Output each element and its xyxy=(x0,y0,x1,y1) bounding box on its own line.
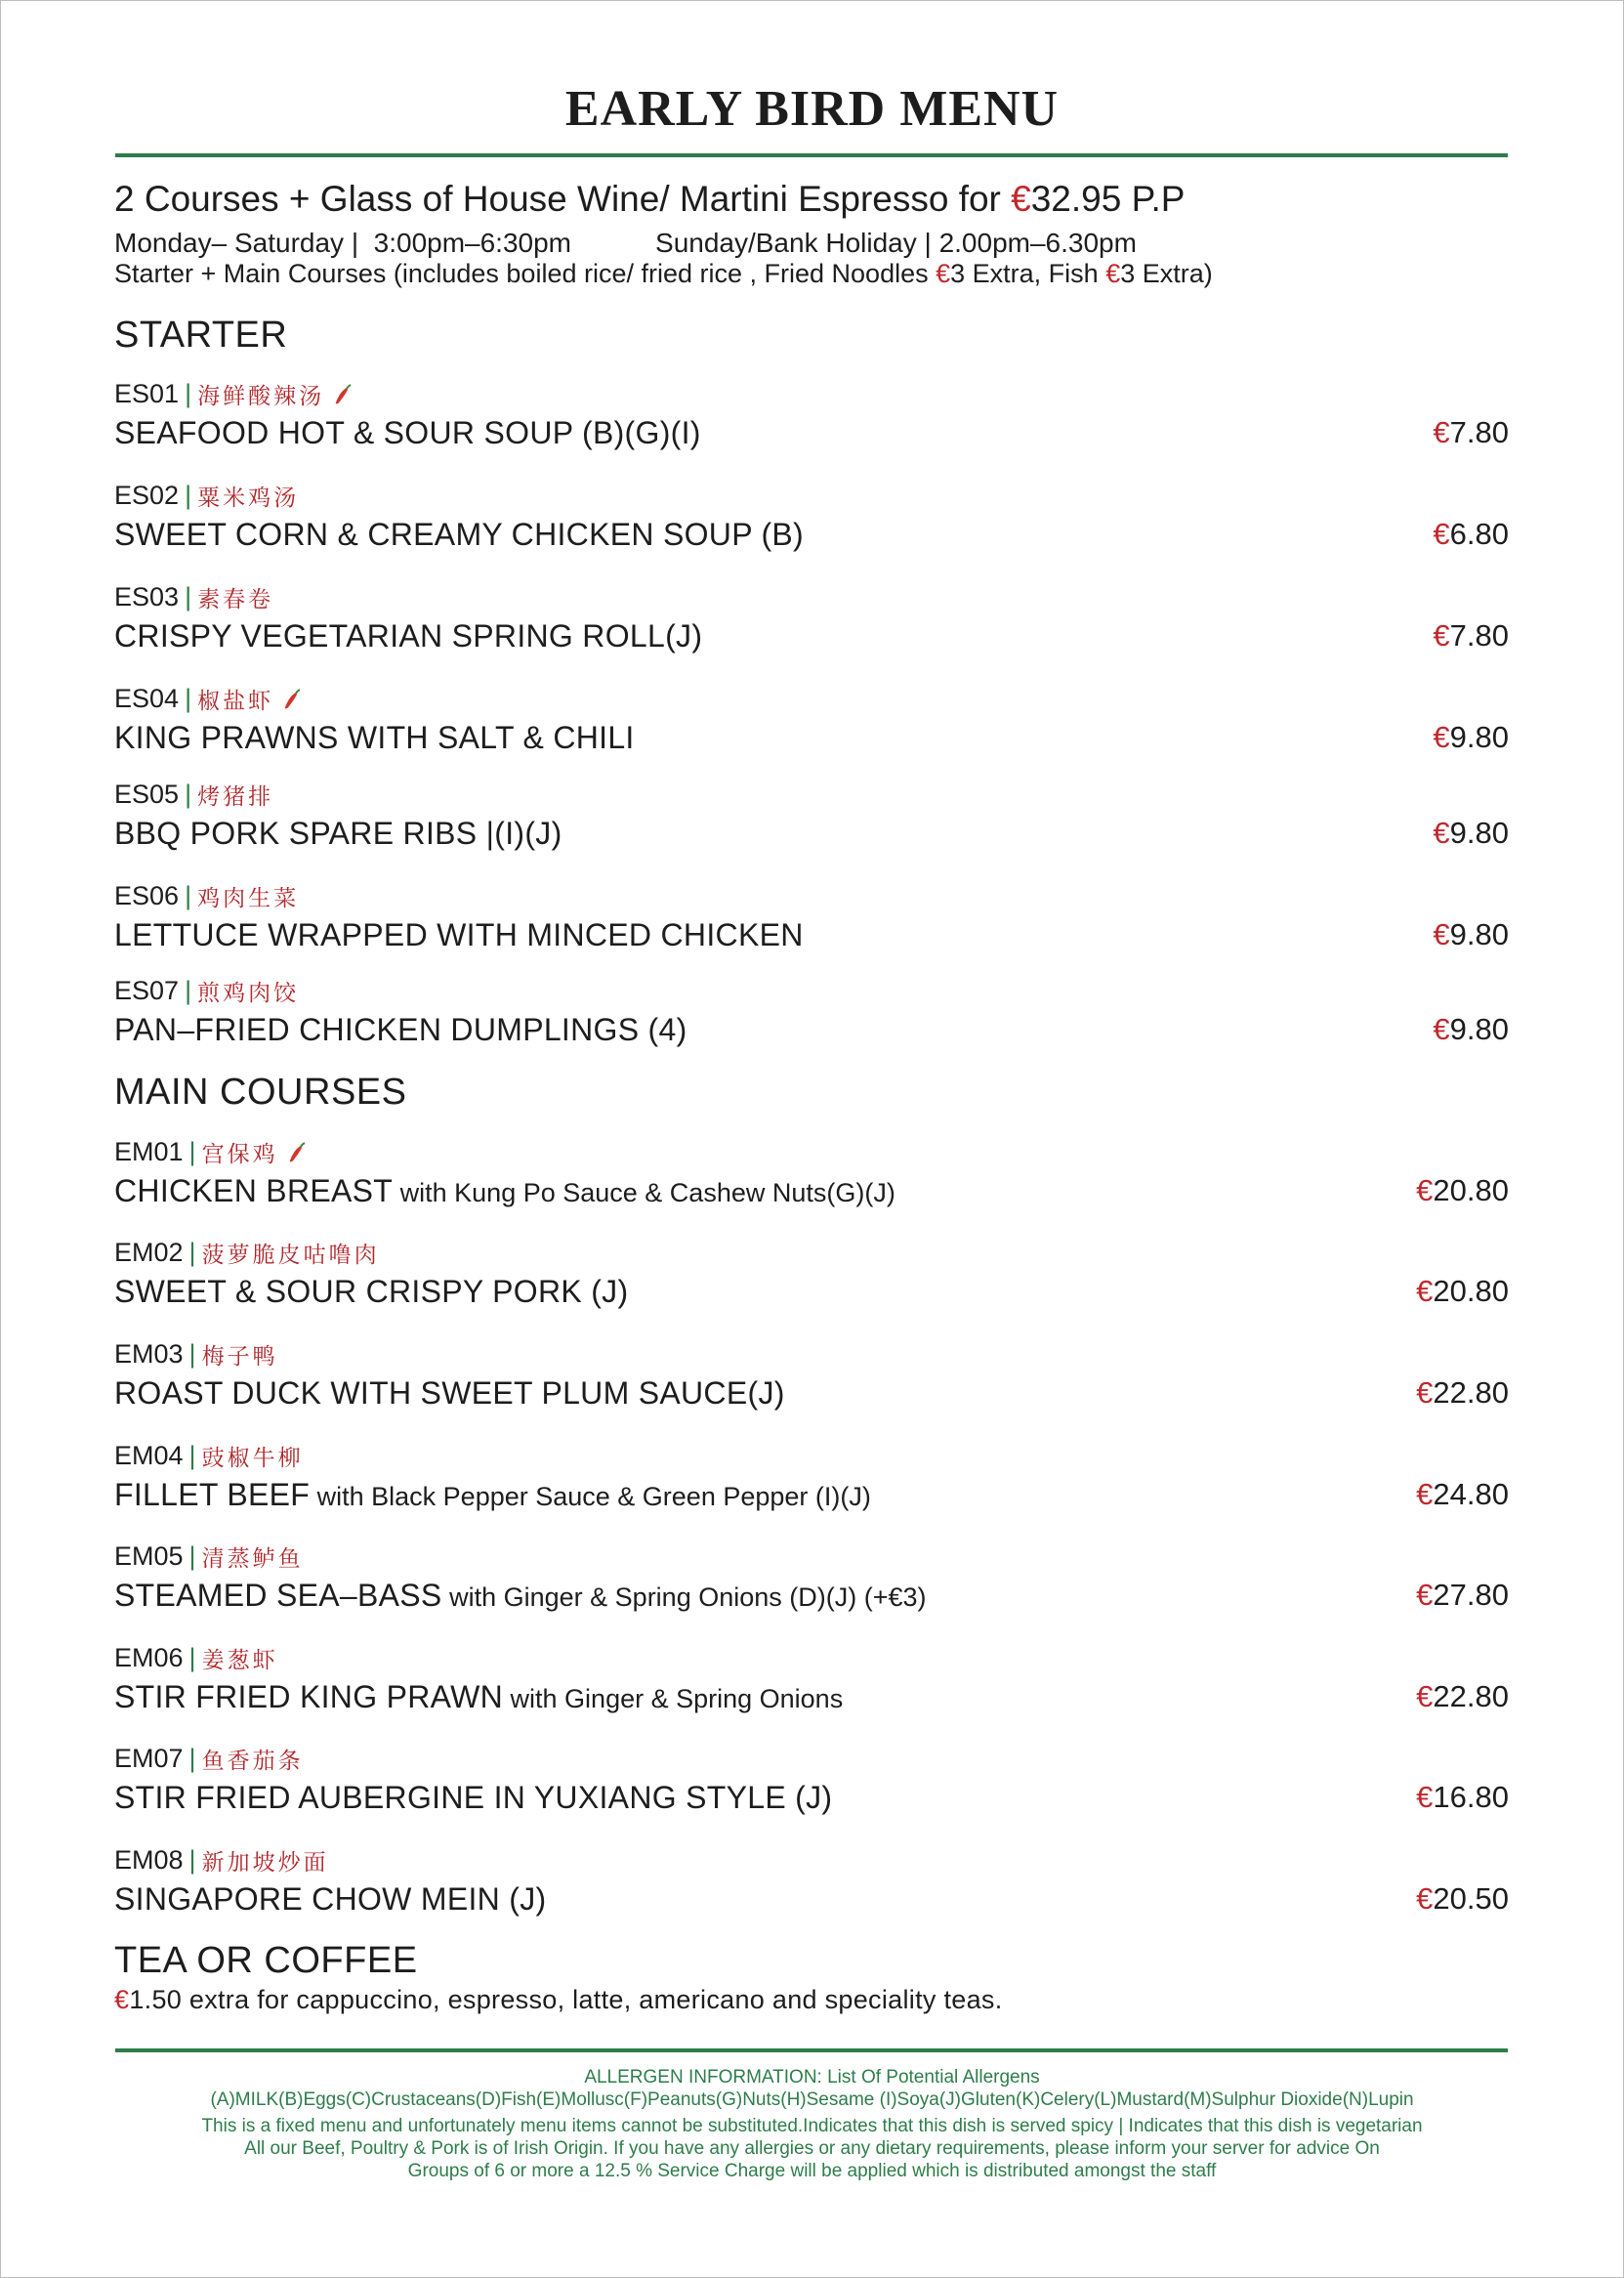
code-separator: | xyxy=(185,379,192,408)
top-divider xyxy=(115,153,1508,157)
dish-price xyxy=(1433,517,1509,552)
price-currency: € xyxy=(1416,1173,1434,1207)
price-currency: € xyxy=(1433,917,1450,951)
dish-code: ES06 xyxy=(114,881,180,910)
dish-code-line xyxy=(114,480,299,512)
dish-chinese-name: 烤猪排 xyxy=(197,784,274,810)
dish-chinese-name: 豉椒牛柳 xyxy=(201,1446,304,1471)
dish-name-line xyxy=(114,1679,843,1715)
dish-price xyxy=(1433,720,1509,755)
price-currency: € xyxy=(1416,1274,1434,1308)
section-starter: STARTER xyxy=(114,315,288,356)
price-currency: € xyxy=(1433,720,1450,754)
code-separator: | xyxy=(188,1643,196,1672)
dish-price xyxy=(1433,1012,1509,1047)
dish-name: SEAFOOD HOT & SOUR SOUP (B)(G)(I) xyxy=(114,415,701,450)
dish-code: EM03 xyxy=(114,1339,184,1369)
dish-name: ROAST DUCK WITH SWEET PLUM SAUCE(J) xyxy=(114,1375,785,1411)
dish-code-line xyxy=(114,779,273,811)
code-separator: | xyxy=(188,1541,196,1571)
dish-chinese-name: 新加坡炒面 xyxy=(201,1850,329,1876)
dish-chinese-name: 鸡肉生菜 xyxy=(197,886,300,911)
dish-name: CRISPY VEGETARIAN SPRING ROLL(J) xyxy=(114,618,703,654)
menu-title: EARLY BIRD MENU xyxy=(564,81,1060,137)
price-amount: 7.80 xyxy=(1449,415,1509,449)
promo-text: 2 Courses + Glass of House Wine/ Martini Espresso for xyxy=(114,179,1012,219)
price-currency: € xyxy=(1433,1012,1450,1046)
dish-code-line xyxy=(114,1844,329,1877)
dish-code: EM06 xyxy=(114,1643,184,1672)
dish-name: KING PRAWNS WITH SALT & CHILI xyxy=(114,720,635,755)
price-currency: € xyxy=(1433,618,1450,653)
dish-description: with Ginger & Spring Onions (D)(J) (+€3) xyxy=(441,1582,927,1612)
dish-description: with Kung Po Sauce & Cashew Nuts(G)(J) xyxy=(393,1178,895,1207)
dish-chinese-name: 梅子鸭 xyxy=(201,1344,278,1370)
dish-price xyxy=(1416,1173,1509,1208)
dish-chinese-name: 清蒸鲈鱼 xyxy=(201,1546,304,1572)
price-amount: 6.80 xyxy=(1449,517,1509,551)
dish-chinese-name: 素春卷 xyxy=(197,587,274,612)
promo-currency: € xyxy=(1011,179,1031,219)
dish-name: LETTUCE WRAPPED WITH MINCED CHICKEN xyxy=(114,917,804,952)
dish-code-line xyxy=(114,1237,380,1269)
opening-hours xyxy=(114,228,1137,259)
dish-code-line xyxy=(114,1440,304,1472)
dish-chinese-name: 鱼香茄条 xyxy=(201,1749,304,1774)
dish-name-line xyxy=(114,1780,832,1816)
code-separator: | xyxy=(185,684,192,713)
allergen-note-2: All our Beef, Poultry & Pork is of Irish Origin. If you have any allergies or any dietary requirements, please inform your server for advice On xyxy=(244,2138,1380,2159)
price-amount: 9.80 xyxy=(1449,1012,1509,1046)
dish-chinese-name: 粟米鸡汤 xyxy=(197,485,300,511)
dish-name-line xyxy=(114,917,804,953)
code-separator: | xyxy=(185,976,192,1005)
dish-code: ES07 xyxy=(114,976,180,1005)
dish-name-line xyxy=(114,1375,785,1412)
price-currency: € xyxy=(1433,415,1450,449)
price-currency: € xyxy=(1416,1375,1434,1410)
dish-name-line xyxy=(114,618,702,654)
code-separator: | xyxy=(188,1238,196,1267)
tea-text: 1.50 extra for cappuccino, espresso, latte, americano and speciality teas. xyxy=(129,1985,1003,2014)
dish-name: STIR FRIED AUBERGINE IN YUXIANG STYLE (J) xyxy=(114,1780,833,1815)
price-currency: € xyxy=(1433,517,1450,551)
note-part2: 3 Extra, Fish xyxy=(950,259,1106,288)
dish-name-line xyxy=(114,1578,927,1614)
dish-chinese-name: 椒盐虾 xyxy=(197,689,274,714)
price-amount: 9.80 xyxy=(1449,816,1509,850)
dish-code: EM05 xyxy=(114,1541,184,1571)
note-currency-2: € xyxy=(1105,259,1121,288)
dish-name: BBQ PORK SPARE RIBS |(I)(J) xyxy=(114,816,562,851)
code-separator: | xyxy=(188,1744,196,1773)
dish-name-line xyxy=(114,1012,687,1048)
price-currency: € xyxy=(1416,1679,1434,1713)
price-amount: 24.80 xyxy=(1433,1477,1509,1511)
dish-chinese-name: 姜葱虾 xyxy=(201,1648,278,1673)
price-amount: 16.80 xyxy=(1433,1780,1509,1814)
sunday-hours: Sunday/Bank Holiday | 2.00pm–6.30pm xyxy=(655,228,1137,258)
code-separator: | xyxy=(185,881,192,910)
dish-name: PAN–FRIED CHICKEN DUMPLINGS (4) xyxy=(114,1012,687,1047)
dish-code-line xyxy=(114,880,299,912)
dish-code-line xyxy=(114,1743,304,1775)
dish-code: EM07 xyxy=(114,1744,184,1773)
price-amount: 20.80 xyxy=(1433,1173,1509,1207)
weekday-hours: Monday– Saturday | 3:00pm–6:30pm xyxy=(114,228,572,258)
dish-code: ES03 xyxy=(114,582,180,612)
price-amount: 7.80 xyxy=(1449,618,1509,653)
code-separator: | xyxy=(188,1339,196,1369)
dish-price xyxy=(1416,1679,1509,1714)
price-currency: € xyxy=(1433,816,1450,850)
promo-amount: 32.95 P.P xyxy=(1030,179,1186,219)
dish-price xyxy=(1433,917,1509,952)
dish-code-line xyxy=(114,581,273,613)
dish-name: SWEET & SOUR CRISPY PORK (J) xyxy=(114,1274,629,1309)
price-currency: € xyxy=(1416,1578,1434,1612)
dish-price xyxy=(1416,1375,1509,1411)
dish-code: ES01 xyxy=(114,379,180,408)
price-amount: 9.80 xyxy=(1449,917,1509,951)
dish-name-line xyxy=(114,1881,546,1918)
dish-chinese-name: 海鲜酸辣汤 xyxy=(197,384,325,409)
code-separator: | xyxy=(185,582,192,612)
dish-price xyxy=(1416,1477,1509,1512)
dish-price xyxy=(1416,1780,1509,1815)
chili-icon xyxy=(281,689,301,710)
dish-price xyxy=(1416,1578,1509,1613)
dish-code-line xyxy=(114,1338,278,1371)
tea-note xyxy=(114,1985,1003,2015)
dish-code-line xyxy=(114,683,301,715)
allergen-list: (A)MILK(B)Eggs(C)Crustaceans(D)Fish(E)Mollusc(F)Peanuts(G)Nuts(H)Sesame (I)Soya(J)Gluten(K)Celery(L)Mustard(M)Sulphur Dioxide(N)Lupin xyxy=(210,2089,1414,2110)
dish-name-line xyxy=(114,720,635,756)
dish-code-line xyxy=(114,975,299,1007)
dish-code-line xyxy=(114,1136,306,1168)
code-separator: | xyxy=(188,1441,196,1470)
price-currency: € xyxy=(1416,1780,1434,1814)
dish-name: STEAMED SEA–BASS xyxy=(114,1578,442,1613)
dish-code: ES02 xyxy=(114,481,180,510)
dish-code-line xyxy=(114,1642,278,1674)
code-separator: | xyxy=(185,481,192,510)
dish-name: SINGAPORE CHOW MEIN (J) xyxy=(114,1881,547,1917)
chili-icon xyxy=(286,1142,306,1163)
price-currency: € xyxy=(1416,1477,1434,1511)
dish-code: ES04 xyxy=(114,684,180,713)
allergen-note-3: Groups of 6 or more a 12.5 % Service Charge will be applied which is distributed amongst the staff xyxy=(407,2161,1217,2181)
dish-chinese-name: 煎鸡肉饺 xyxy=(197,981,300,1006)
dish-code: EM01 xyxy=(114,1137,184,1166)
note-currency-1: € xyxy=(936,259,951,288)
dish-name-line xyxy=(114,415,701,451)
section-main-courses: MAIN COURSES xyxy=(114,1072,407,1113)
dish-code: EM04 xyxy=(114,1441,184,1470)
tea-currency: € xyxy=(114,1985,130,2014)
dish-price xyxy=(1433,415,1509,450)
dish-name-line xyxy=(114,1274,628,1310)
dish-description: with Black Pepper Sauce & Green Pepper (I)(J) xyxy=(310,1482,871,1511)
dish-description: with Ginger & Spring Onions xyxy=(503,1684,844,1713)
promo-line xyxy=(114,179,1185,220)
code-separator: | xyxy=(188,1137,196,1166)
dish-code-line xyxy=(114,1540,304,1573)
dish-code: EM02 xyxy=(114,1238,184,1267)
price-currency: € xyxy=(1416,1881,1434,1916)
allergen-note-1: This is a fixed menu and unfortunately menu items cannot be substituted.Indicates that this dish is served spicy | Indicates that this dish is vegetarian xyxy=(201,2116,1423,2136)
dish-name: FILLET BEEF xyxy=(114,1477,311,1512)
course-note xyxy=(114,259,1213,289)
note-part1: Starter + Main Courses (includes boiled rice/ fried rice , Fried Noodles xyxy=(114,259,937,288)
dish-name-line xyxy=(114,1477,871,1513)
price-amount: 9.80 xyxy=(1449,720,1509,754)
chili-icon xyxy=(332,384,352,405)
bottom-divider xyxy=(115,2048,1508,2052)
code-separator: | xyxy=(185,780,192,809)
price-amount: 20.80 xyxy=(1433,1274,1509,1308)
dish-chinese-name: 菠萝脆皮咕噜肉 xyxy=(201,1243,380,1268)
price-amount: 22.80 xyxy=(1433,1375,1509,1410)
section-tea-coffee: TEA OR COFFEE xyxy=(114,1940,418,1981)
dish-code: ES05 xyxy=(114,780,180,809)
dish-price xyxy=(1416,1274,1509,1309)
code-separator: | xyxy=(188,1845,196,1875)
allergen-heading: ALLERGEN INFORMATION: List Of Potential Allergens xyxy=(584,2067,1040,2088)
dish-name: STIR FRIED KING PRAWN xyxy=(114,1679,504,1714)
price-amount: 27.80 xyxy=(1433,1578,1509,1612)
dish-chinese-name: 宫保鸡 xyxy=(201,1142,278,1167)
dish-price xyxy=(1416,1881,1509,1917)
dish-name-line xyxy=(114,517,804,553)
note-part3: 3 Extra) xyxy=(1120,259,1213,288)
dish-price xyxy=(1433,816,1509,851)
dish-name-line xyxy=(114,1173,895,1209)
dish-price xyxy=(1433,618,1509,654)
dish-name: CHICKEN BREAST xyxy=(114,1173,394,1208)
dish-code: EM08 xyxy=(114,1845,184,1875)
price-amount: 20.50 xyxy=(1433,1881,1509,1916)
price-amount: 22.80 xyxy=(1433,1679,1509,1713)
dish-name-line xyxy=(114,816,562,852)
dish-name: SWEET CORN & CREAMY CHICKEN SOUP (B) xyxy=(114,517,805,552)
dish-code-line xyxy=(114,378,352,410)
